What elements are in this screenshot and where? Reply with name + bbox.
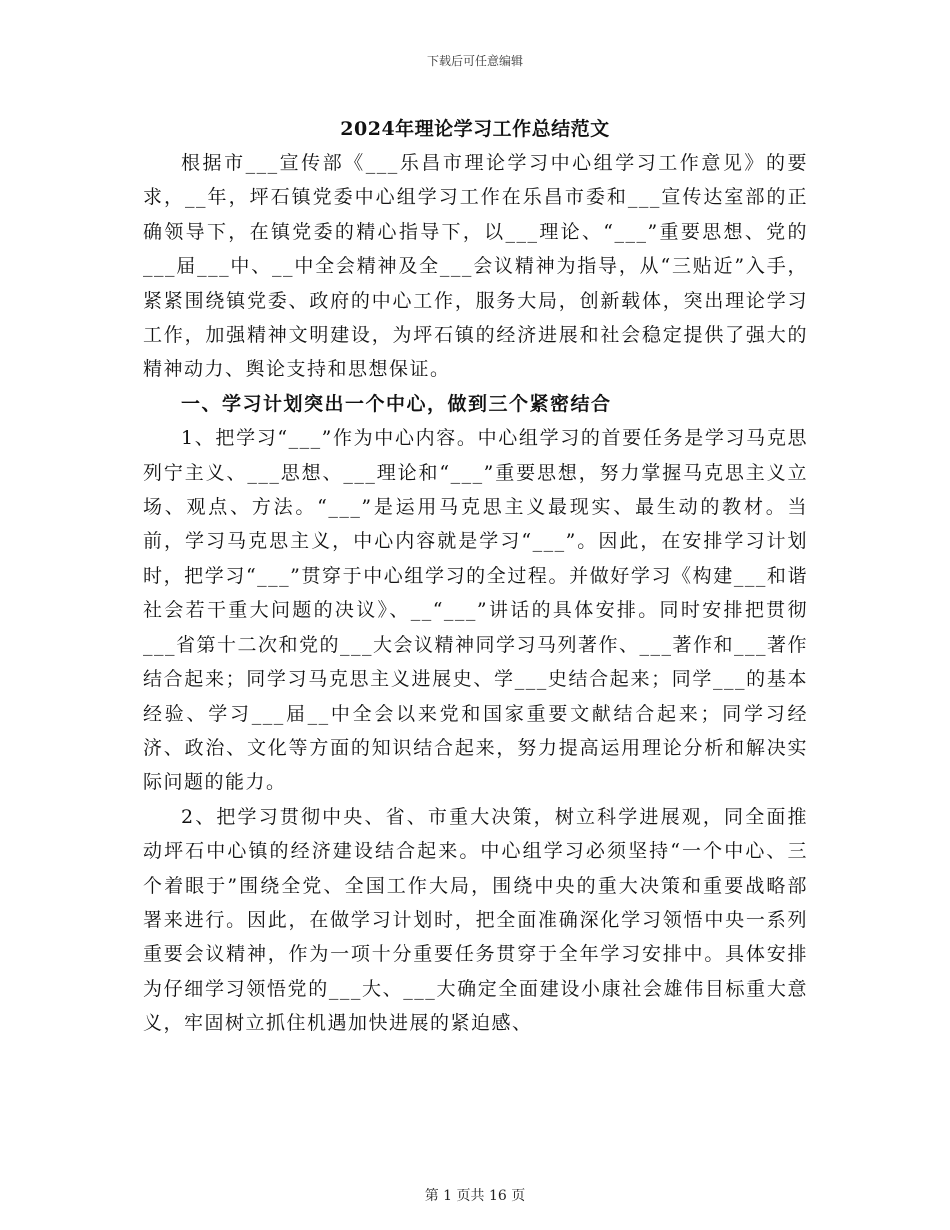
paragraph-intro: 根据市___宣传部《___乐昌市理论学习中心组学习工作意见》的要求，__年，坪石镇党委中心组学习工作在乐昌市委和___宣传达室部的正确领导下，在镇党委的精心指导下，以___理论、“___”重要思想、党的___届___中、__中全会精神及全___会议精神为指导，从“三贴近”入手，紧紧围绕镇党委、政府的中心工作，服务大局，创新载体，突出理论学习工作，加强精神文明建设，为坪石镇的经济进展和社会稳定提供了强大的精神动力、舆论支持和思想保证。 <box>143 152 808 381</box>
paragraph-item-2: 2、把学习贯彻中央、省、市重大决策，树立科学进展观，同全面推动坪石中心镇的经济建设结合起来。中心组学习必须坚持“一个中心、三个着眼于”围绕全党、全国工作大局，围绕中央的重大决策和重要战略部署来进行。因此，在做学习计划时，把全面准确深化学习领悟中央一系列重要会议精神，作为一项十分重要任务贯穿于全年学习安排中。具体安排为仔细学习领悟党的___大、___大确定全面建设小康社会雄伟目标重大意义，牢固树立抓住机遇加快进展的紧迫感、 <box>143 805 808 1035</box>
section-heading: 一、学习计划突出一个中心，做到三个紧密结合 <box>181 392 612 415</box>
page-number: 第 1 页共 16 页 <box>424 1188 526 1204</box>
header-note: 下载后可任意编辑 <box>426 54 523 68</box>
paragraph-item-1: 1、把学习“___”作为中心内容。中心组学习的首要任务是学习马克思列宁主义、___思想、___理论和“___”重要思想，努力掌握马克思主义立场、观点、方法。“___”是运用马克思主义最现实、最生动的教材。当前，学习马克思主义，中心内容就是学习“___”。因此，在安排学习计划时，把学习“___”贯穿于中心组学习的全过程。并做好学习《构建___和谐社会若干重大问题的决议》、__“___”讲话的具体安排。同时安排把贯彻___省第十二次和党的___大会议精神同学习马列著作、___著作和___著作结合起来；同学习马克思主义进展史、学___史结合起来；同学___的基本经验、学习___届__中全会以来党和国家重要文献结合起来；同学习经济、政治、文化等方面的知识结合起来，努力提高运用理论分析和解决实际问题的能力。 <box>143 427 809 794</box>
document-title: 2024年理论学习工作总结范文 <box>340 118 610 140</box>
document-body <box>143 146 808 1041</box>
